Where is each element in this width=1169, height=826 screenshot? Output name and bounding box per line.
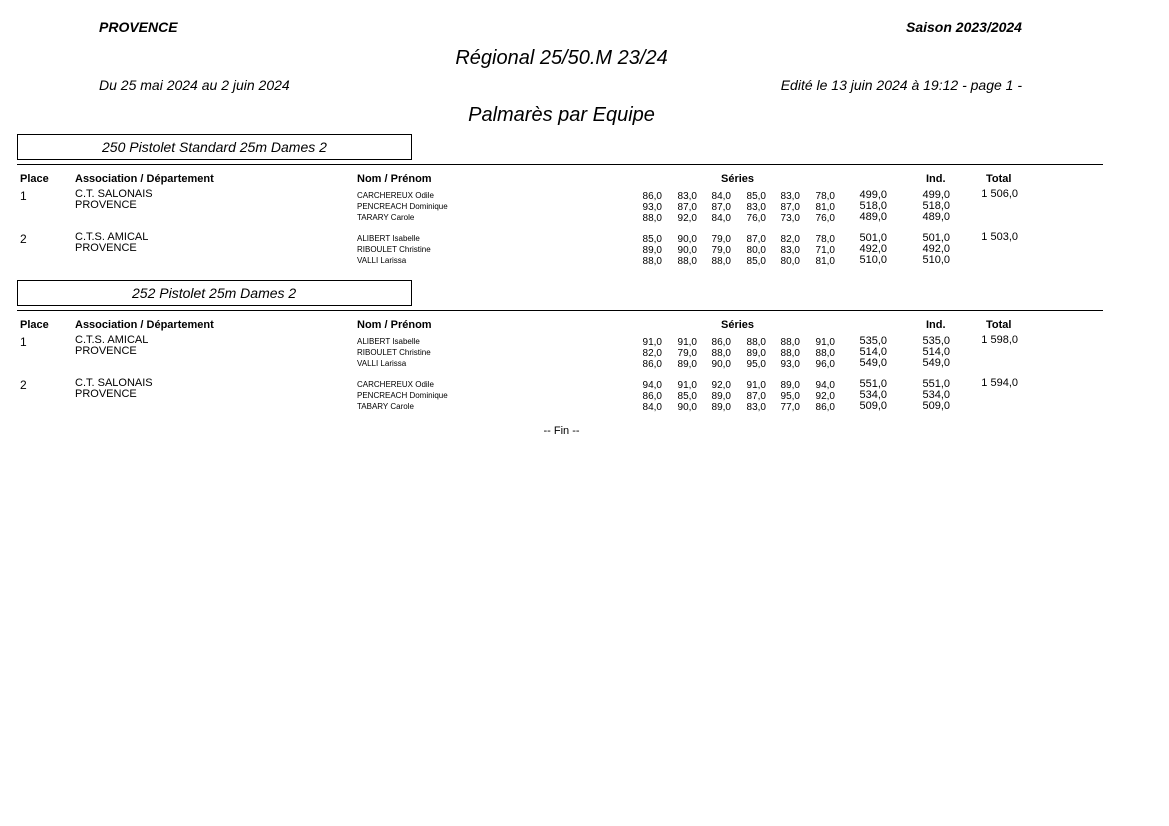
col-header-name: Nom / Prénom	[357, 319, 432, 331]
event-title-box	[17, 134, 412, 160]
series-score: 86,0	[642, 391, 662, 402]
series-score: 78,0	[815, 191, 835, 202]
series-score: 87,0	[711, 202, 731, 213]
series-score: 88,0	[780, 348, 800, 359]
shooter-ind: 489,0	[922, 211, 950, 223]
section-divider	[17, 310, 1103, 311]
series-score: 87,0	[780, 202, 800, 213]
col-header-series: Séries	[721, 319, 755, 331]
col-header-ind: Ind.	[926, 173, 946, 185]
col-header-association: Association / Département	[75, 173, 214, 185]
series-score: 89,0	[780, 380, 800, 391]
series-score: 82,0	[642, 348, 662, 359]
team-place: 2	[20, 378, 27, 392]
col-header-series: Séries	[721, 173, 755, 185]
shooter-ind: 514,0	[922, 346, 950, 358]
series-score: 91,0	[746, 380, 766, 391]
shooter-ind: 509,0	[922, 400, 950, 412]
shooter-name: VALLI Larissa	[357, 256, 407, 265]
shooter-ind: 535,0	[922, 335, 950, 347]
series-score: 80,0	[746, 245, 766, 256]
series-score: 86,0	[642, 191, 662, 202]
date-range: Du 25 mai 2024 au 2 juin 2024	[99, 77, 290, 93]
series-score: 94,0	[642, 380, 662, 391]
series-score: 88,0	[711, 348, 731, 359]
end-marker: -- Fin --	[543, 425, 580, 437]
series-score: 92,0	[711, 380, 731, 391]
series-score: 88,0	[746, 337, 766, 348]
series-score: 88,0	[677, 256, 697, 267]
shooter-ind: 549,0	[922, 357, 950, 369]
series-score: 85,0	[746, 191, 766, 202]
edited-stamp: Edité le 13 juin 2024 à 19:12 - page 1 -	[780, 77, 1022, 93]
page-subtitle: Palmarès par Equipe	[468, 104, 655, 126]
shooter-ind: 510,0	[922, 254, 950, 266]
event-title: 250 Pistolet Standard 25m Dames 2	[102, 139, 327, 155]
shooter-sum: 489,0	[859, 211, 887, 223]
series-score: 94,0	[815, 380, 835, 391]
club-department: PROVENCE	[75, 345, 137, 357]
club-department: PROVENCE	[75, 388, 137, 400]
club-department: PROVENCE	[75, 199, 137, 211]
col-header-name: Nom / Prénom	[357, 173, 432, 185]
series-score: 79,0	[711, 245, 731, 256]
col-header-association: Association / Département	[75, 319, 214, 331]
shooter-sum: 509,0	[859, 400, 887, 412]
shooter-name: RIBOULET Christine	[357, 245, 431, 254]
series-score: 76,0	[815, 213, 835, 224]
team-place: 1	[20, 335, 27, 349]
shooter-sum: 534,0	[859, 389, 887, 401]
shooter-name: TABARY Carole	[357, 402, 414, 411]
col-header-ind: Ind.	[926, 319, 946, 331]
series-score: 95,0	[780, 391, 800, 402]
shooter-name: VALLI Larissa	[357, 359, 407, 368]
shooter-ind: 551,0	[922, 378, 950, 390]
series-score: 86,0	[711, 337, 731, 348]
series-score: 93,0	[780, 359, 800, 370]
shooter-name: PENCREACH Dominique	[357, 202, 448, 211]
series-score: 88,0	[642, 213, 662, 224]
club-name: C.T. SALONAIS	[75, 377, 153, 389]
team-association	[75, 335, 148, 357]
shooter-sum: 518,0	[859, 200, 887, 212]
series-score: 88,0	[780, 337, 800, 348]
series-score: 85,0	[642, 234, 662, 245]
shooter-ind: 518,0	[922, 200, 950, 212]
series-score: 87,0	[677, 202, 697, 213]
club-name: C.T.S. AMICAL	[75, 334, 149, 346]
series-score: 95,0	[746, 359, 766, 370]
shooter-ind: 492,0	[922, 243, 950, 255]
region-label: PROVENCE	[99, 19, 178, 35]
series-score: 85,0	[746, 256, 766, 267]
shooter-name: PENCREACH Dominique	[357, 391, 448, 400]
shooter-sum: 510,0	[859, 254, 887, 266]
series-score: 71,0	[815, 245, 835, 256]
col-header-place: Place	[20, 319, 49, 331]
series-score: 90,0	[677, 234, 697, 245]
team-association	[75, 378, 153, 400]
series-score: 84,0	[711, 191, 731, 202]
series-score: 83,0	[677, 191, 697, 202]
col-header-place: Place	[20, 173, 49, 185]
series-score: 89,0	[677, 359, 697, 370]
club-name: C.T.S. AMICAL	[75, 231, 149, 243]
series-score: 82,0	[780, 234, 800, 245]
col-header-total: Total	[986, 319, 1012, 331]
event-title: 252 Pistolet 25m Dames 2	[132, 285, 297, 301]
series-score: 86,0	[642, 359, 662, 370]
series-score: 73,0	[780, 213, 800, 224]
section-divider	[17, 164, 1103, 165]
shooter-ind: 499,0	[922, 189, 950, 201]
series-score: 81,0	[815, 202, 835, 213]
page-title: Régional 25/50.M 23/24	[455, 47, 668, 69]
series-score: 78,0	[815, 234, 835, 245]
series-score: 83,0	[746, 402, 766, 413]
series-score: 92,0	[677, 213, 697, 224]
shooter-sum: 535,0	[859, 335, 887, 347]
series-score: 76,0	[746, 213, 766, 224]
series-score: 77,0	[780, 402, 800, 413]
team-place: 2	[20, 232, 27, 246]
season-label: Saison 2023/2024	[906, 19, 1022, 35]
series-score: 86,0	[815, 402, 835, 413]
team-association	[75, 189, 153, 211]
team-total: 1 598,0	[981, 334, 1018, 346]
series-score: 83,0	[746, 202, 766, 213]
shooter-ind: 534,0	[922, 389, 950, 401]
series-score: 83,0	[780, 245, 800, 256]
series-score: 84,0	[711, 213, 731, 224]
series-score: 83,0	[780, 191, 800, 202]
team-total: 1 503,0	[981, 231, 1018, 243]
series-score: 90,0	[711, 359, 731, 370]
series-score: 79,0	[711, 234, 731, 245]
series-score: 85,0	[677, 391, 697, 402]
series-score: 90,0	[677, 402, 697, 413]
series-score: 84,0	[642, 402, 662, 413]
series-score: 91,0	[815, 337, 835, 348]
series-score: 79,0	[677, 348, 697, 359]
series-score: 87,0	[746, 234, 766, 245]
shooter-name: RIBOULET Christine	[357, 348, 431, 357]
shooter-name: ALIBERT Isabelle	[357, 234, 420, 243]
shooter-name: CARCHEREUX Odile	[357, 191, 434, 200]
team-total: 1 506,0	[981, 188, 1018, 200]
series-score: 89,0	[711, 402, 731, 413]
series-score: 93,0	[642, 202, 662, 213]
shooter-sum: 551,0	[859, 378, 887, 390]
series-score: 87,0	[746, 391, 766, 402]
series-score: 91,0	[677, 380, 697, 391]
series-score: 88,0	[815, 348, 835, 359]
shooter-sum: 501,0	[859, 232, 887, 244]
series-score: 89,0	[746, 348, 766, 359]
shooter-sum: 499,0	[859, 189, 887, 201]
team-place: 1	[20, 189, 27, 203]
event-title-box	[17, 280, 412, 306]
series-score: 89,0	[642, 245, 662, 256]
club-department: PROVENCE	[75, 242, 137, 254]
series-score: 96,0	[815, 359, 835, 370]
shooter-sum: 492,0	[859, 243, 887, 255]
series-score: 88,0	[711, 256, 731, 267]
shooter-name: TARARY Carole	[357, 213, 415, 222]
series-score: 90,0	[677, 245, 697, 256]
series-score: 92,0	[815, 391, 835, 402]
series-score: 91,0	[677, 337, 697, 348]
club-name: C.T. SALONAIS	[75, 188, 153, 200]
col-header-total: Total	[986, 173, 1012, 185]
series-score: 91,0	[642, 337, 662, 348]
team-association	[75, 232, 148, 254]
shooter-ind: 501,0	[922, 232, 950, 244]
shooter-sum: 549,0	[859, 357, 887, 369]
shooter-name: CARCHEREUX Odile	[357, 380, 434, 389]
shooter-sum: 514,0	[859, 346, 887, 358]
series-score: 80,0	[780, 256, 800, 267]
team-total: 1 594,0	[981, 377, 1018, 389]
series-score: 89,0	[711, 391, 731, 402]
shooter-name: ALIBERT Isabelle	[357, 337, 420, 346]
series-score: 88,0	[642, 256, 662, 267]
series-score: 81,0	[815, 256, 835, 267]
